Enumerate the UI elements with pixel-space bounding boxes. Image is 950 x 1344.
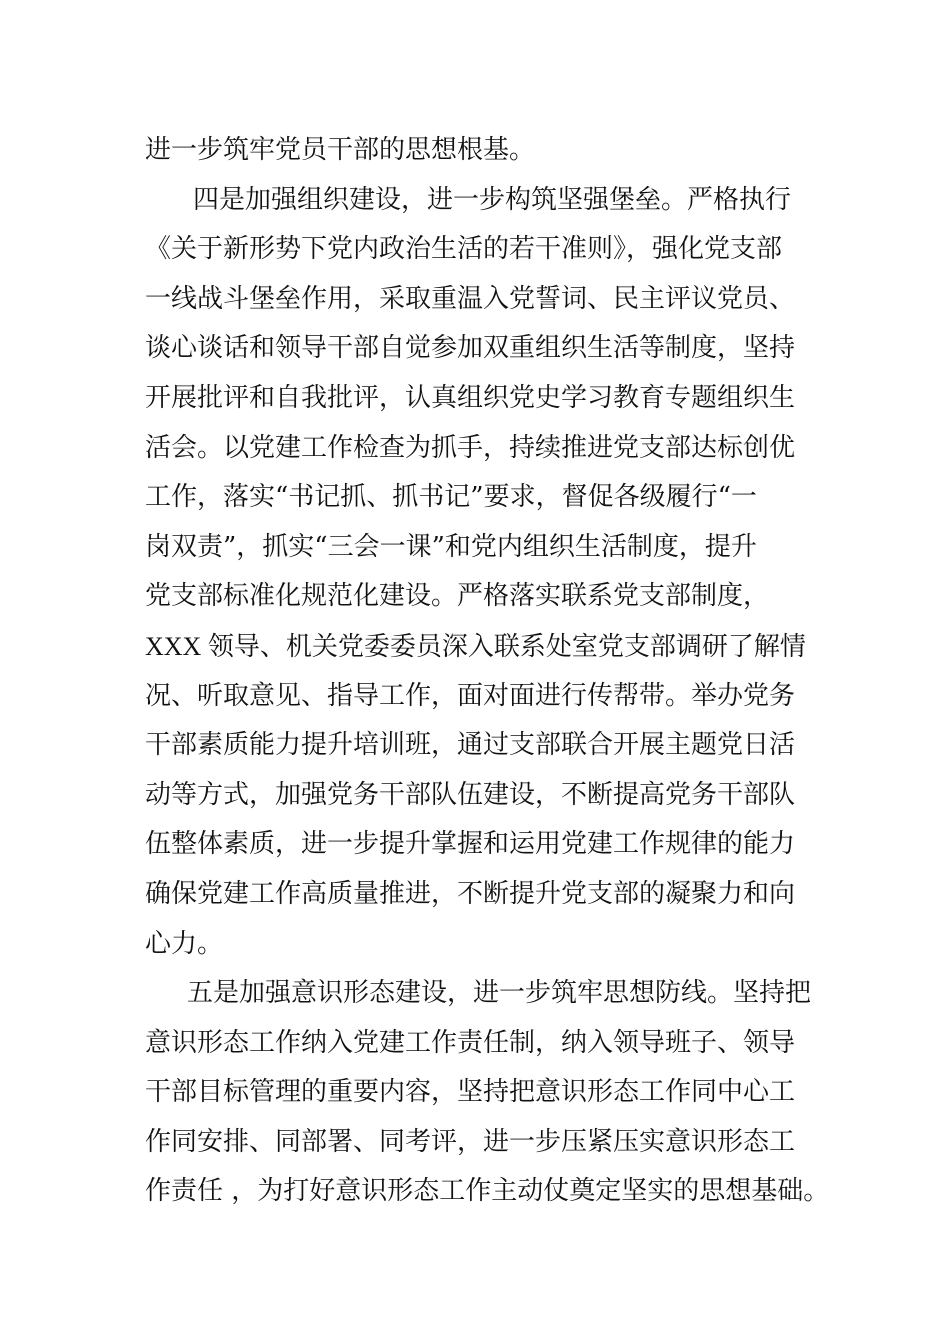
- text-line: 干部目标管理的重要内容，坚持把意识形态工作同中心工: [145, 1077, 796, 1108]
- text-line: 进一步筑牢党员干部的思想根基。: [145, 135, 536, 165]
- text-line: 《关于新形势下党内政治生活的若干准则》，强化党支部: [145, 234, 783, 265]
- paragraph-four-start: 四是加强组织建设，进一步构筑坚强堡垒。严格执行: [193, 184, 792, 215]
- paragraph-five-start: 五是加强意识形态建设，进一步筑牢思想防线。坚持把: [187, 978, 812, 1009]
- text-line: 伍整体素质，进一步提升掌握和运用党建工作规律的能力: [145, 829, 796, 860]
- text-line: 活会。以党建工作检查为抓手，持续推进党支部达标创优: [145, 432, 796, 463]
- text-line: 党支部标准化规范化建设。严格落实联系党支部制度，: [145, 581, 770, 612]
- text-line: 动等方式，加强党务干部队伍建设，不断提高党务干部队: [145, 779, 796, 810]
- text-line: 干部素质能力提升培训班，通过支部联合开展主题党日活: [145, 730, 796, 761]
- text-line: 工作，落实“书记抓、抓书记”要求，督促各级履行“一: [145, 482, 757, 513]
- text-line: 意识形态工作纳入党建工作责任制，纳入领导班子、领导: [145, 1027, 796, 1058]
- text-line: 岗双责”，抓实“三会一课”和党内组织生活制度，提升: [145, 531, 757, 562]
- text-line: 作责任 ，为打好意识形态工作主动仗奠定坚实的思想基础。: [145, 1176, 830, 1207]
- text-line: 作同安排、同部署、同考评，进一步压紧压实意识形态工: [145, 1126, 796, 1157]
- text-line: 况、听取意见、指导工作，面对面进行传帮带。举办党务: [145, 680, 796, 711]
- text-line: 确保党建工作高质量推进，不断提升党支部的凝聚力和向: [145, 878, 796, 909]
- text-line: XXX 领导、机关党委委员深入联系处室党支部调研了解情: [145, 631, 806, 661]
- text-line: 开展批评和自我批评，认真组织党史学习教育专题组织生: [145, 382, 796, 413]
- body-text: [145, 126, 835, 1217]
- text-line: 心力。: [145, 928, 224, 959]
- text-line: 谈心谈话和领导干部自觉参加双重组织生活等制度，坚持: [145, 333, 796, 364]
- text-line: 一线战斗堡垒作用，采取重温入党誓词、民主评议党员、: [145, 283, 796, 314]
